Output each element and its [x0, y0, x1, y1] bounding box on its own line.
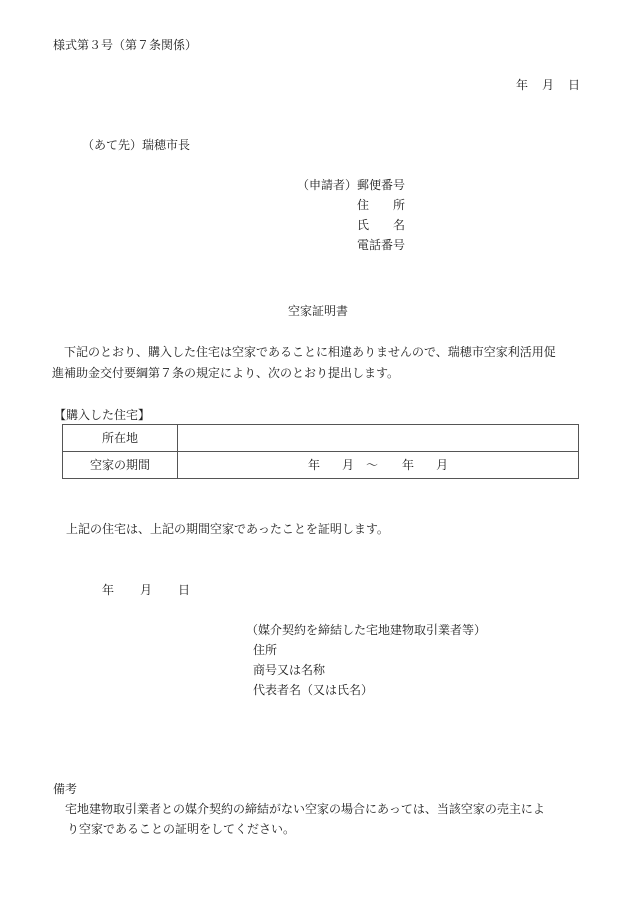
cert-date-month: 月: [140, 583, 153, 597]
header-date-day: 日: [568, 78, 581, 92]
remarks-line-2: り空家であることの証明をしてください。: [67, 822, 296, 836]
table-row: [63, 452, 579, 479]
applicant-name: 氏 名: [357, 218, 406, 232]
header-date: [516, 77, 580, 93]
form-number: 様式第３号（第７条関係）: [53, 38, 198, 52]
agent-address: 住所: [253, 643, 278, 657]
document-title: 空家証明書: [288, 304, 349, 318]
period-end-year: 年: [402, 458, 415, 472]
table-row: [63, 425, 579, 452]
agent-label: （媒介契約を締結した宅地建物取引業者等）: [246, 623, 487, 637]
certification-date: [102, 582, 190, 598]
agent-company-name: 商号又は名称: [253, 663, 326, 677]
applicant-address: 住 所: [357, 198, 406, 212]
applicant-label: （申請者）: [297, 178, 358, 192]
period-start-month: 月: [342, 458, 355, 472]
remarks-heading: 備考: [53, 782, 78, 796]
vacancy-period-value[interactable]: [178, 452, 579, 479]
addressee: （あて先）瑞穂市長: [82, 138, 191, 152]
period-start-year: 年: [308, 458, 321, 472]
certification-text: 上記の住宅は、上記の期間空家であったことを証明します。: [66, 522, 389, 536]
cert-date-day: 日: [178, 583, 191, 597]
location-value[interactable]: [178, 425, 579, 452]
header-date-year: 年: [516, 78, 529, 92]
location-label: 所在地: [63, 425, 178, 452]
applicant-postal-code: 郵便番号: [357, 178, 406, 192]
body-text-line-2: 進補助金交付要綱第７条の規定により、次のとおり提出します。: [52, 366, 400, 380]
period-end-month: 月: [436, 458, 449, 472]
house-section-heading: 【購入した住宅】: [54, 408, 151, 422]
applicant-phone: 電話番号: [357, 238, 406, 252]
body-text-line-1: 下記のとおり、購入した住宅は空家であることに相違ありませんので、瑞穂市空家利活用促: [52, 345, 556, 359]
header-date-month: 月: [542, 78, 555, 92]
house-table: [62, 424, 579, 479]
period-tilde: 〜: [366, 458, 379, 472]
agent-representative: 代表者名（又は氏名）: [253, 683, 374, 697]
cert-date-year: 年: [102, 583, 115, 597]
remarks-line-1: 宅地建物取引業者との媒介契約の締結がない空家の場合にあっては、当該空家の売主によ: [53, 802, 545, 816]
vacancy-period-label: 空家の期間: [63, 452, 178, 479]
